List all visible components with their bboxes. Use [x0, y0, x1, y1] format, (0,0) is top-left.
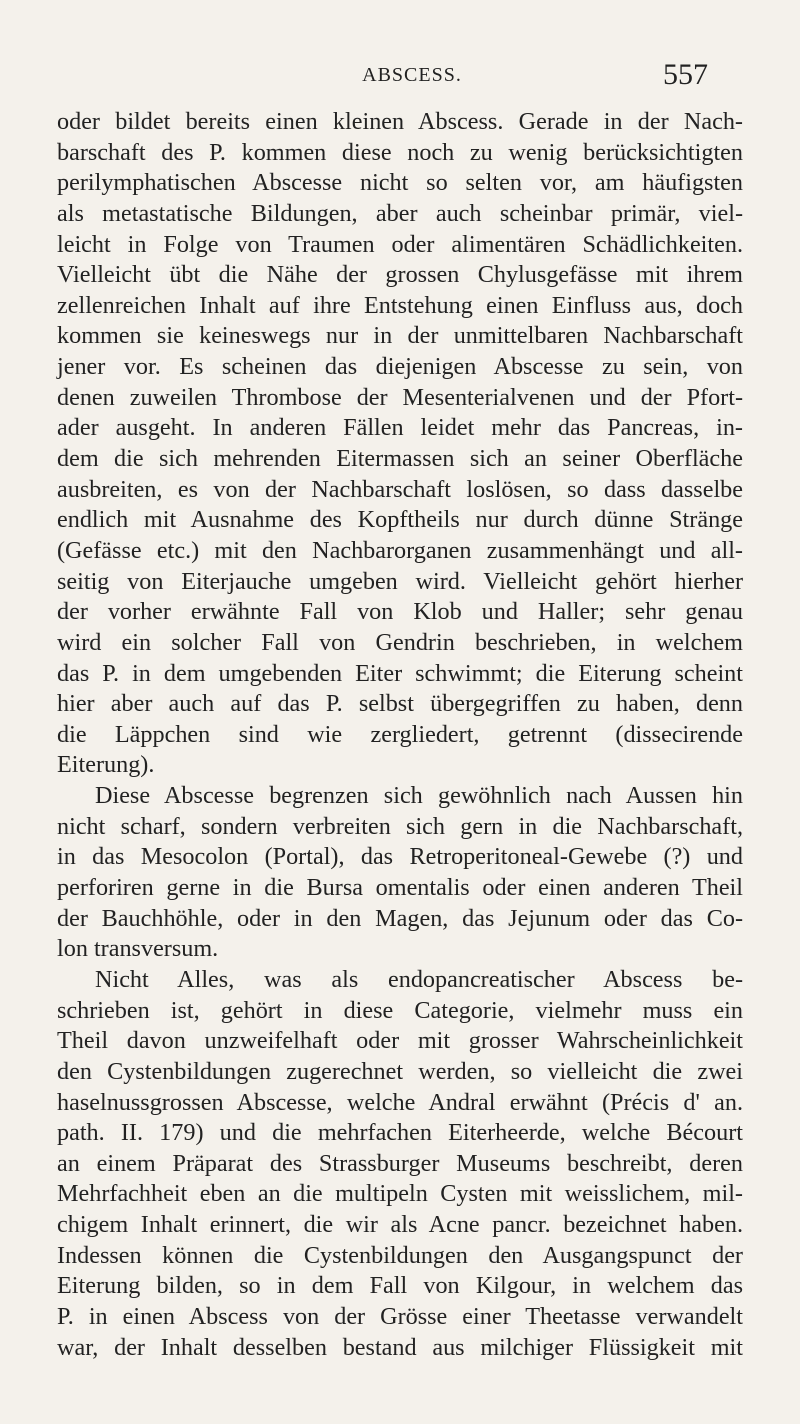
text-line: path. II. 179) und die mehrfachen Eiterheerde, welche Bécourt [57, 1119, 743, 1147]
text-line: Indessen können die Cystenbildungen den Ausgangspunct der [57, 1241, 743, 1269]
text-line: chigem Inhalt erinnert, die wir als Acne pancr. bezeichnet haben. [57, 1211, 743, 1239]
paragraph-start-line: Nicht Alles, was als endopancreatischer Abscess be- [95, 965, 743, 993]
text-line: Eiterung bilden, so in dem Fall von Kilgour, in welchem das [57, 1272, 743, 1300]
text-line: jener vor. Es scheinen das diejenigen Abscesse zu sein, von [57, 353, 743, 381]
text-line: leicht in Folge von Traumen oder alimentären Schädlichkeiten. [57, 230, 743, 258]
text-line: in das Mesocolon (Portal), das Retroperitoneal-Gewebe (?) und [57, 843, 743, 871]
text-line: haselnussgrossen Abscesse, welche Andral erwähnt (Précis d' an. [57, 1088, 743, 1116]
text-line: als metastatische Bildungen, aber auch scheinbar primär, viel- [57, 199, 743, 227]
text-line: barschaft des P. kommen diese noch zu wenig berücksichtigten [57, 138, 743, 166]
running-head [112, 58, 712, 98]
text-line: P. in einen Abscess von der Grösse einer Theetasse verwandelt [57, 1302, 743, 1330]
text-line: Vielleicht übt die Nähe der grossen Chylusgefässe mit ihrem [57, 261, 743, 289]
text-line: den Cystenbildungen zugerechnet werden, so vielleicht die zwei [57, 1057, 743, 1085]
paragraph-end-line: Eiterung). [57, 751, 155, 779]
paragraph-end-line: lon transversum. [57, 935, 219, 963]
text-line: hier aber auch auf das P. selbst übergegriffen zu haben, denn [57, 690, 743, 718]
text-line: denen zuweilen Thrombose der Mesenterialvenen und der Pfort- [57, 383, 743, 411]
text-line: perforiren gerne in die Bursa omentalis oder einen anderen Theil [57, 874, 743, 902]
text-line: Mehrfachheit eben an die multipeln Cysten mit weisslichem, mil- [57, 1180, 743, 1208]
text-line: (Gefässe etc.) mit den Nachbarorganen zusammenhängt und all- [57, 536, 743, 564]
paragraph-start-line: Diese Abscesse begrenzen sich gewöhnlich nach Aussen hin [95, 782, 743, 810]
text-line: ader ausgeht. In anderen Fällen leidet mehr das Pancreas, in- [57, 414, 743, 442]
running-head-title: ABSCESS. [362, 64, 462, 86]
page-number: 557 [663, 58, 708, 91]
text-line: dem die sich mehrenden Eitermassen sich an seiner Oberfläche [57, 445, 743, 473]
text-line: Theil davon unzweifelhaft oder mit grosser Wahrscheinlichkeit [57, 1027, 743, 1055]
text-line: endlich mit Ausnahme des Kopftheils nur durch dünne Stränge [57, 506, 743, 534]
text-line: oder bildet bereits einen kleinen Abscess. Gerade in der Nach- [57, 108, 743, 135]
text-line: schrieben ist, gehört in diese Categorie, vielmehr muss ein [57, 996, 743, 1024]
text-line: zellenreichen Inhalt auf ihre Entstehung einen Einfluss aus, doch [57, 291, 743, 319]
text-line: das P. in dem umgebenden Eiter schwimmt; die Eiterung scheint [57, 659, 743, 687]
text-line: an einem Präparat des Strassburger Museums beschreibt, deren [57, 1149, 743, 1177]
text-line: nicht scharf, sondern verbreiten sich gern in die Nachbarschaft, [57, 812, 743, 840]
text-line: kommen sie keineswegs nur in der unmittelbaren Nachbarschaft [57, 322, 743, 350]
text-line: die Läppchen sind wie zergliedert, getrennt (dissecirende [57, 720, 743, 748]
text-line: perilymphatischen Abscesse nicht so selten vor, am häufigsten [57, 169, 743, 197]
text-line: wird ein solcher Fall von Gendrin beschrieben, in welchem [57, 628, 743, 656]
body-text [57, 107, 743, 1363]
text-line: der Bauchhöhle, oder in den Magen, das Jejunum oder das Co- [57, 904, 743, 932]
text-line: seitig von Eiterjauche umgeben wird. Vielleicht gehört hierher [57, 567, 743, 595]
text-line: ausbreiten, es von der Nachbarschaft loslösen, so dass dasselbe [57, 475, 743, 503]
text-line: der vorher erwähnte Fall von Klob und Haller; sehr genau [57, 598, 743, 626]
text-line: war, der Inhalt desselben bestand aus milchiger Flüssigkeit mit [57, 1333, 743, 1361]
